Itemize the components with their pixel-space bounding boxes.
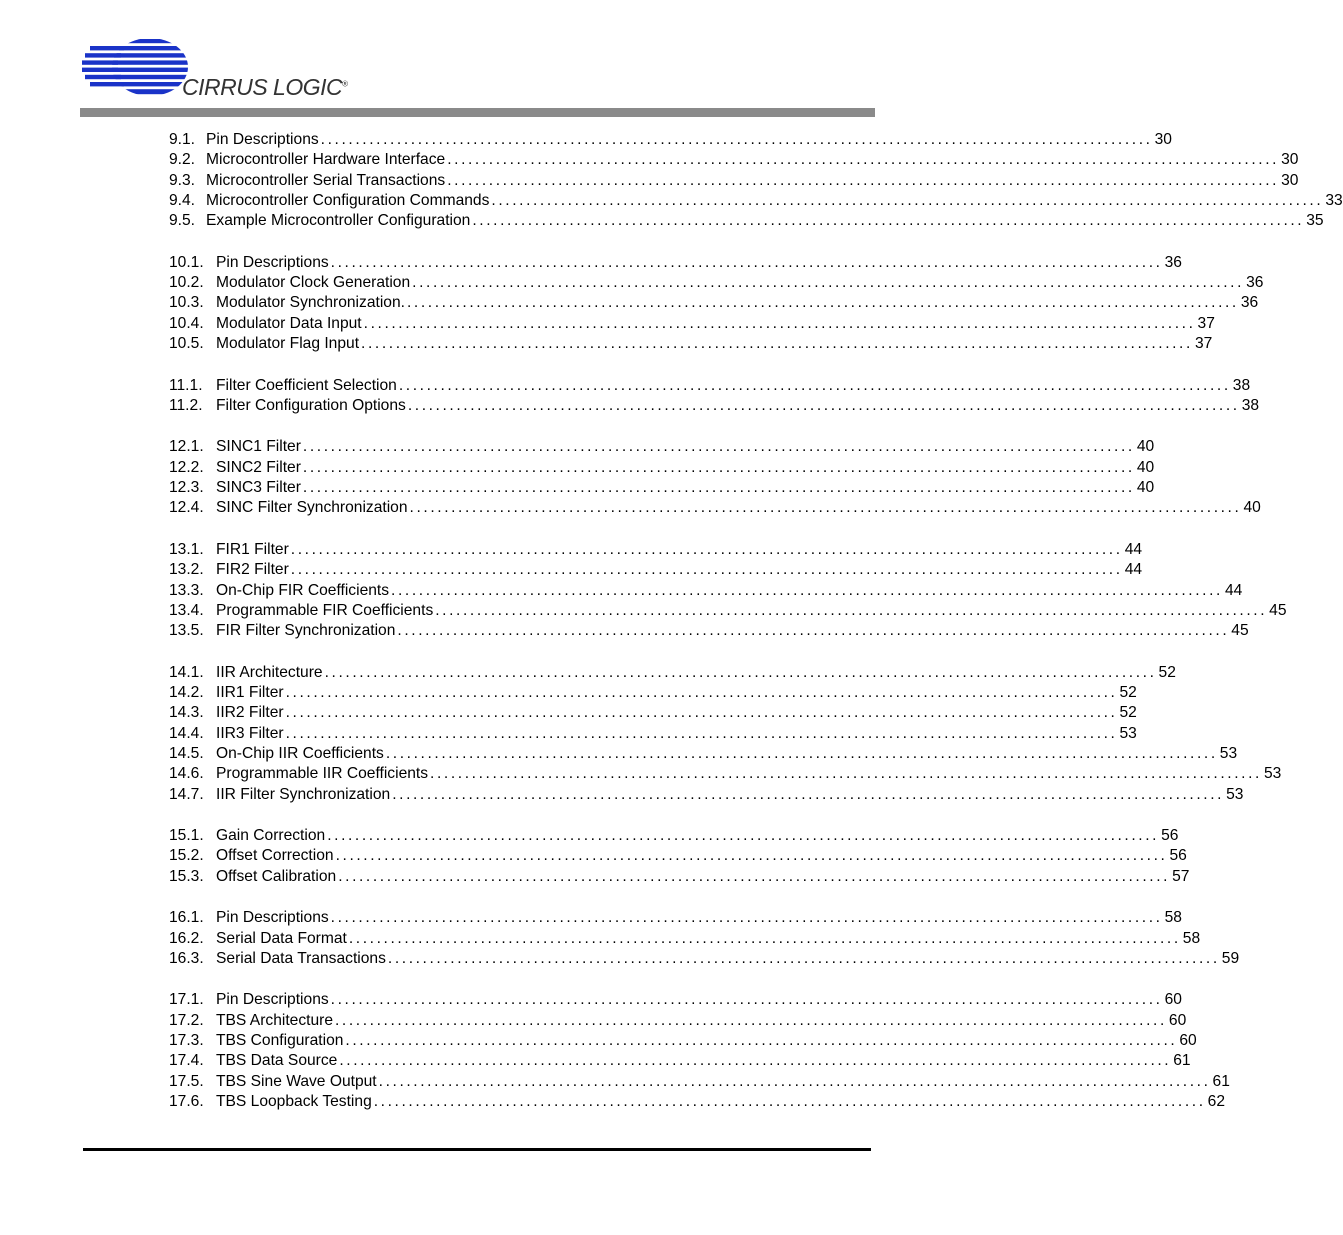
- toc-entry-number: 16.1.: [169, 909, 204, 927]
- toc-leader-dots: ........................................................................................................................: [320, 131, 1153, 148]
- toc-entry[interactable]: [169, 826, 1179, 846]
- toc-entry-title: IIR1 Filter: [216, 684, 284, 702]
- toc-entry-number: 11.1.: [169, 376, 203, 394]
- toc-leader-dots: ........................................................................................................................: [385, 744, 1218, 762]
- toc-entry[interactable]: [169, 273, 1264, 293]
- toc-entry-title: Modulator Flag Input: [216, 334, 360, 352]
- toc-entry-number: 10.4.: [169, 314, 204, 332]
- toc-entry-page: 56: [1169, 847, 1187, 865]
- toc-leader-dots: ........................................................................................................................: [391, 581, 1223, 599]
- toc-entry-title: Programmable IIR Coefficients: [216, 765, 429, 783]
- toc-section: [169, 253, 1264, 354]
- header-rule: [80, 108, 875, 117]
- toc-entry-number: 17.4.: [169, 1052, 204, 1070]
- toc-leader-dots: ........................................................................................................................: [327, 827, 1160, 845]
- toc-entry-number: 14.3.: [169, 704, 204, 722]
- toc-entry[interactable]: [169, 560, 1143, 580]
- toc-entry[interactable]: [169, 458, 1155, 478]
- table-of-contents: [169, 130, 1343, 1134]
- toc-leader-dots: ........................................................................................................................: [412, 274, 1245, 292]
- toc-entry-number: 14.5.: [169, 744, 204, 762]
- toc-leader-dots: ........................................................................................................................: [285, 704, 1118, 722]
- toc-leader-dots: ........................................................................................................................: [447, 171, 1280, 189]
- toc-entry-number: 17.5.: [169, 1072, 204, 1090]
- toc-entry-number: 17.3.: [169, 1032, 204, 1050]
- toc-entry[interactable]: [169, 867, 1190, 887]
- toc-entry-title: On-Chip IIR Coefficients: [216, 744, 384, 762]
- toc-entry-page: 40: [1136, 438, 1155, 456]
- toc-entry-page: 52: [1158, 663, 1176, 681]
- toc-entry-page: 40: [1243, 499, 1261, 517]
- toc-leader-dots: ........................................................................................................................: [335, 847, 1168, 865]
- toc-leader-dots: ........................................................................................................................: [363, 314, 1196, 332]
- toc-leader-dots: ........................................................................................................................: [430, 765, 1262, 783]
- toc-entry-page: 45: [1269, 601, 1287, 619]
- toc-entry-title: Pin Descriptions: [216, 909, 329, 927]
- toc-entry-number: 13.3.: [169, 581, 204, 599]
- toc-entry-number: 16.3.: [169, 949, 204, 967]
- toc-entry-page: 53: [1219, 744, 1238, 762]
- toc-entry[interactable]: [169, 211, 1324, 231]
- toc-leader-dots: ........................................................................................................................: [387, 949, 1220, 967]
- toc-entry-title: SINC1 Filter: [216, 438, 301, 456]
- toc-entry-number: 12.2.: [169, 458, 204, 476]
- toc-entry-title: IIR2 Filter: [216, 704, 284, 722]
- toc-entry-number: 14.2.: [169, 684, 204, 702]
- toc-leader-dots: ........................................................................................................................: [447, 151, 1280, 169]
- toc-entry-page: 44: [1224, 581, 1243, 599]
- toc-entry-page: 58: [1164, 909, 1182, 927]
- toc-entry-page: 36: [1164, 253, 1182, 271]
- toc-entry-page: 57: [1172, 867, 1190, 885]
- toc-entry[interactable]: [169, 621, 1249, 641]
- toc-entry-number: 13.4.: [169, 601, 204, 619]
- toc-entry-page: 60: [1164, 991, 1182, 1009]
- toc-entry[interactable]: [169, 437, 1155, 457]
- toc-entry-title: TBS Configuration: [216, 1032, 344, 1050]
- toc-entry-title: Modulator Clock Generation: [216, 274, 411, 292]
- toc-entry-title: SINC2 Filter: [216, 458, 301, 476]
- toc-leader-dots: ........................................................................................................................: [491, 191, 1324, 209]
- toc-entry-number: 13.2.: [169, 561, 204, 579]
- toc-entry-title: Pin Descriptions: [216, 253, 329, 271]
- toc-entry[interactable]: [169, 314, 1215, 334]
- toc-entry-title: IIR Architecture: [216, 663, 323, 681]
- toc-entry[interactable]: [169, 1031, 1197, 1051]
- toc-leader-dots: ........................................................................................................................: [335, 1011, 1167, 1029]
- toc-entry-title: SINC Filter Synchronization: [216, 499, 408, 517]
- toc-leader-dots: ........................................................................................................................: [435, 601, 1268, 619]
- toc-leader-dots: ........................................................................................................................: [339, 1052, 1172, 1070]
- toc-entry-number: 10.2.: [169, 274, 204, 292]
- toc-entry[interactable]: [169, 581, 1243, 601]
- toc-section: [169, 130, 1343, 231]
- toc-entry-page: 38: [1232, 376, 1251, 394]
- toc-entry[interactable]: [169, 601, 1287, 621]
- toc-entry-page: 53: [1263, 765, 1282, 783]
- toc-leader-dots: ........................................................................................................................: [409, 499, 1242, 517]
- toc-entry[interactable]: [169, 478, 1155, 498]
- toc-entry[interactable]: [169, 1051, 1191, 1071]
- toc-leader-dots: ........................................................................................................................: [338, 867, 1171, 885]
- toc-entry[interactable]: [169, 130, 1172, 150]
- toc-entry-title: Offset Correction: [216, 847, 334, 865]
- toc-leader-dots: ........................................................................................................................: [378, 1072, 1211, 1090]
- toc-entry-page: 61: [1212, 1072, 1230, 1090]
- toc-entry-title: Microcontroller Serial Transactions: [206, 171, 446, 189]
- toc-leader-dots: ........................................................................................................................: [330, 253, 1163, 271]
- toc-entry-title: FIR1 Filter: [216, 540, 289, 558]
- toc-entry[interactable]: [169, 253, 1182, 273]
- toc-entry-number: 9.5.: [169, 212, 196, 230]
- toc-entry[interactable]: [169, 150, 1299, 170]
- toc-leader-dots: ........................................................................................................................: [330, 991, 1163, 1009]
- toc-entry-title: FIR Filter Synchronization: [216, 622, 396, 640]
- toc-entry[interactable]: [169, 724, 1137, 744]
- toc-entry-number: 14.4.: [169, 724, 204, 742]
- toc-leader-dots: ........................................................................................................................: [330, 909, 1163, 927]
- toc-leader-dots: ........................................................................................................................: [302, 458, 1135, 476]
- toc-entry-page: 35: [1306, 212, 1324, 230]
- toc-entry-title: Filter Coefficient Selection: [216, 376, 397, 394]
- toc-entry-page: 37: [1197, 314, 1215, 332]
- toc-entry-page: 59: [1221, 949, 1240, 967]
- toc-entry-page: 37: [1194, 334, 1213, 352]
- toc-entry[interactable]: [169, 990, 1182, 1010]
- toc-leader-dots: ........................................................................................................................: [392, 785, 1225, 803]
- toc-entry[interactable]: [169, 1072, 1230, 1092]
- toc-leader-dots: ........................................................................................................................: [398, 376, 1231, 394]
- toc-leader-dots: ........................................................................................................................: [285, 684, 1118, 702]
- toc-entry-title: SINC3 Filter: [216, 479, 301, 497]
- toc-entry[interactable]: [169, 663, 1176, 683]
- toc-entry-page: 60: [1179, 1032, 1197, 1050]
- toc-entry-title: TBS Data Source: [216, 1052, 338, 1070]
- toc-entry-number: 9.3.: [169, 171, 196, 189]
- footer-rule: [83, 1148, 871, 1151]
- toc-entry-page: 44: [1124, 540, 1143, 558]
- toc-entry-title: On-Chip FIR Coefficients: [216, 581, 390, 599]
- toc-leader-dots: ........................................................................................................................: [285, 724, 1118, 742]
- toc-entry-number: 14.7.: [169, 785, 204, 803]
- toc-entry-page: 62: [1207, 1092, 1226, 1110]
- toc-entry-title: Gain Correction: [216, 827, 326, 845]
- toc-entry[interactable]: [169, 293, 1259, 313]
- toc-entry[interactable]: [169, 703, 1137, 723]
- toc-entry-page: 52: [1119, 704, 1137, 722]
- toc-entry-number: 17.1.: [169, 991, 204, 1009]
- toc-leader-dots: ........................................................................................................................: [302, 438, 1135, 456]
- toc-entry[interactable]: [169, 498, 1261, 518]
- cirrus-logic-logo: [82, 38, 372, 102]
- toc-entry[interactable]: [169, 785, 1244, 805]
- toc-entry-number: 9.4.: [169, 191, 196, 209]
- toc-leader-dots: ........................................................................................................................: [361, 334, 1193, 352]
- toc-leader-dots: ........................................................................................................................: [373, 1092, 1206, 1110]
- toc-leader-dots: ........................................................................................................................: [406, 294, 1239, 312]
- toc-entry-page: 44: [1124, 561, 1143, 579]
- toc-entry-title: IIR Filter Synchronization: [216, 785, 391, 803]
- toc-entry-title: Pin Descriptions: [206, 131, 319, 148]
- toc-entry[interactable]: [169, 744, 1238, 764]
- toc-entry-title: Pin Descriptions: [216, 991, 329, 1009]
- toc-entry-number: 14.6.: [169, 765, 204, 783]
- toc-entry-page: 36: [1246, 274, 1264, 292]
- toc-entry-title: Serial Data Format: [216, 929, 347, 947]
- toc-entry-number: 12.4.: [169, 499, 204, 517]
- toc-entry-page: 40: [1136, 479, 1155, 497]
- toc-entry[interactable]: [169, 191, 1343, 211]
- toc-entry[interactable]: [169, 1011, 1187, 1031]
- toc-leader-dots: ........................................................................................................................: [397, 622, 1230, 640]
- toc-entry-page: 40: [1136, 458, 1155, 476]
- toc-entry-page: 38: [1241, 396, 1260, 414]
- toc-entry-title: Modulator Synchronization.: [216, 294, 405, 312]
- toc-entry-number: 11.2.: [169, 396, 203, 414]
- toc-entry[interactable]: [169, 1092, 1226, 1112]
- toc-leader-dots: ........................................................................................................................: [290, 561, 1123, 579]
- toc-entry-number: 14.1.: [169, 663, 204, 681]
- toc-leader-dots: ........................................................................................................................: [407, 396, 1240, 414]
- toc-entry-number: 12.3.: [169, 479, 204, 497]
- toc-entry[interactable]: [169, 846, 1187, 866]
- toc-entry-number: 10.5.: [169, 334, 204, 352]
- toc-entry-number: 15.1.: [169, 827, 204, 845]
- toc-entry-page: 30: [1281, 151, 1299, 169]
- toc-entry-title: IIR3 Filter: [216, 724, 284, 742]
- toc-leader-dots: ........................................................................................................................: [348, 929, 1181, 947]
- toc-entry-title: Programmable FIR Coefficients: [216, 601, 434, 619]
- toc-entry[interactable]: [169, 764, 1282, 784]
- toc-entry-page: 60: [1168, 1011, 1187, 1029]
- toc-entry-number: 10.1.: [169, 253, 204, 271]
- toc-section: [169, 663, 1282, 805]
- toc-entry-number: 15.2.: [169, 847, 204, 865]
- toc-entry-number: 13.1.: [169, 540, 204, 558]
- toc-entry[interactable]: [169, 396, 1260, 416]
- toc-entry-page: 58: [1182, 929, 1201, 947]
- toc-section: [169, 376, 1260, 417]
- toc-section: [169, 540, 1287, 641]
- toc-entry-page: 61: [1173, 1052, 1191, 1070]
- brand-name: CIRRUS LOGIC®: [182, 74, 348, 100]
- toc-entry-page: 30: [1154, 131, 1172, 148]
- toc-entry[interactable]: [169, 376, 1251, 396]
- toc-section: [169, 826, 1190, 887]
- toc-entry-page: 33: [1325, 191, 1343, 209]
- toc-entry-page: 53: [1226, 785, 1244, 803]
- toc-entry-number: 12.1.: [169, 438, 204, 456]
- toc-entry-page: 56: [1161, 827, 1179, 845]
- toc-entry-number: 17.6.: [169, 1092, 204, 1110]
- toc-entry-title: TBS Architecture: [216, 1011, 333, 1029]
- toc-entry-number: 10.3.: [169, 294, 204, 312]
- toc-entry[interactable]: [169, 171, 1299, 191]
- toc-leader-dots: ........................................................................................................................: [345, 1032, 1178, 1050]
- toc-entry-title: Microcontroller Configuration Commands: [206, 191, 490, 209]
- toc-entry-number: 13.5.: [169, 622, 204, 640]
- toc-entry[interactable]: [169, 949, 1240, 969]
- toc-entry-title: TBS Loopback Testing: [216, 1092, 372, 1110]
- toc-entry-page: 45: [1231, 622, 1249, 640]
- toc-leader-dots: ........................................................................................................................: [472, 212, 1305, 230]
- toc-entry[interactable]: [169, 540, 1143, 560]
- toc-entry-page: 53: [1119, 724, 1137, 742]
- toc-entry-page: 30: [1281, 171, 1299, 189]
- toc-entry-number: 16.2.: [169, 929, 204, 947]
- toc-entry-title: Modulator Data Input: [216, 314, 362, 332]
- toc-entry-number: 9.1.: [169, 131, 196, 148]
- toc-entry-number: 9.2.: [169, 151, 196, 169]
- toc-leader-dots: ........................................................................................................................: [290, 540, 1123, 558]
- toc-entry-title: FIR2 Filter: [216, 561, 289, 579]
- toc-leader-dots: ........................................................................................................................: [324, 663, 1157, 681]
- toc-section: [169, 908, 1240, 969]
- toc-entry[interactable]: [169, 334, 1213, 354]
- toc-entry-number: 17.2.: [169, 1011, 204, 1029]
- toc-entry-title: TBS Sine Wave Output: [216, 1072, 377, 1090]
- toc-entry[interactable]: [169, 929, 1201, 949]
- toc-entry-title: Microcontroller Hardware Interface: [206, 151, 446, 169]
- toc-entry[interactable]: [169, 908, 1182, 928]
- toc-entry-title: Filter Configuration Options: [216, 396, 406, 414]
- toc-entry[interactable]: [169, 683, 1137, 703]
- cirrus-logic-stripes-icon: [82, 38, 192, 100]
- toc-section: [169, 437, 1261, 518]
- toc-section: [169, 990, 1230, 1112]
- toc-entry-title: Example Microcontroller Configuration: [206, 212, 471, 230]
- toc-entry-title: Offset Calibration: [216, 867, 337, 885]
- toc-entry-number: 15.3.: [169, 867, 204, 885]
- toc-entry-title: Serial Data Transactions: [216, 949, 386, 967]
- toc-entry-page: 52: [1119, 684, 1137, 702]
- toc-entry-page: 36: [1240, 294, 1259, 312]
- toc-leader-dots: ........................................................................................................................: [302, 479, 1135, 497]
